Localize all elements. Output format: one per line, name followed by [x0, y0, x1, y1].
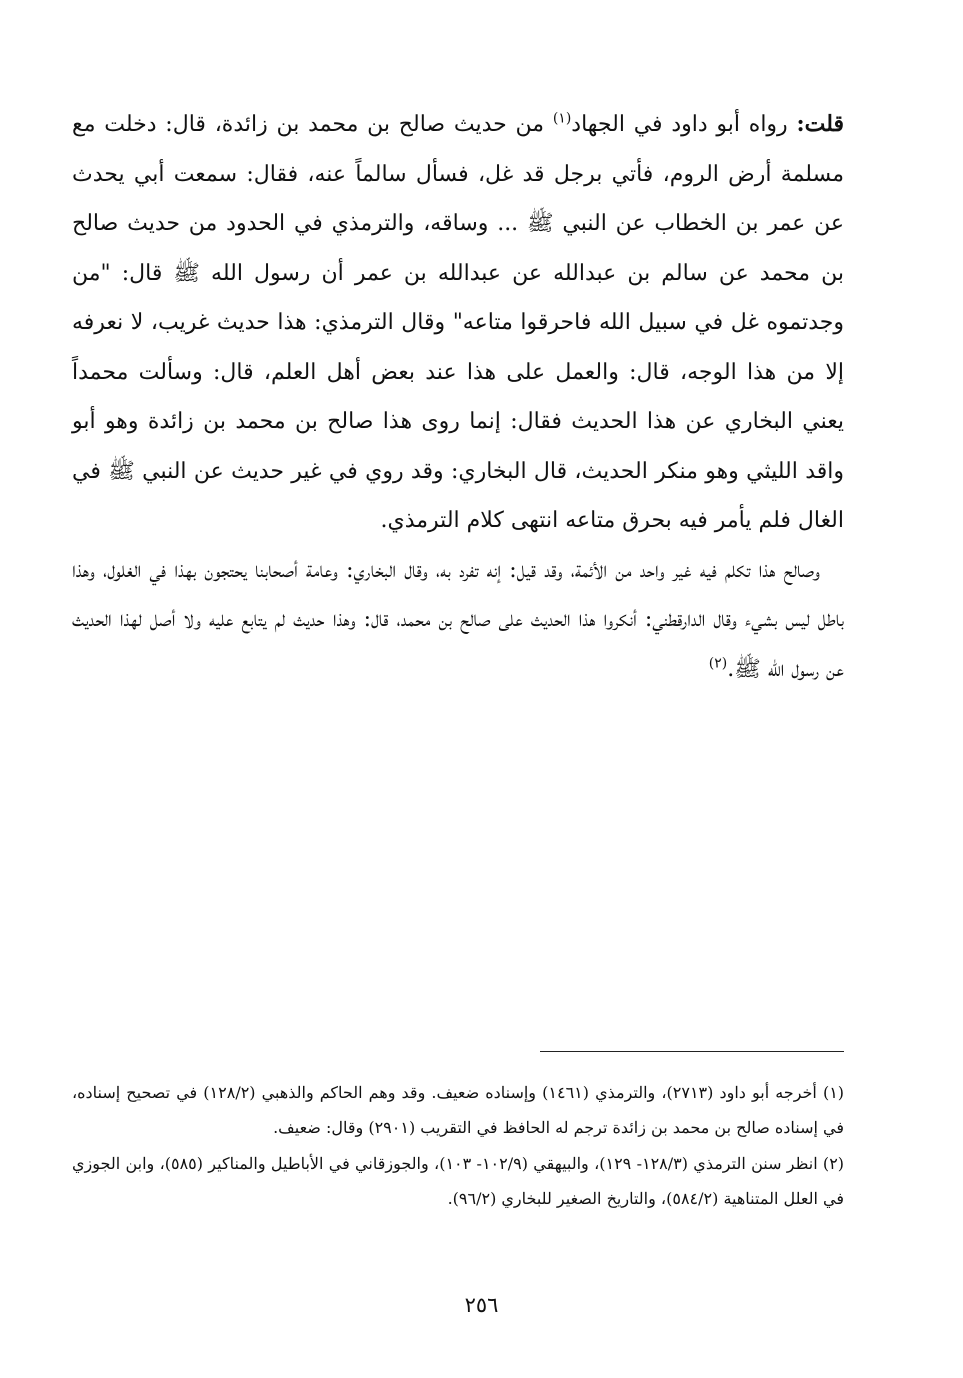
footnote-separator: [540, 1051, 844, 1052]
paragraph-2: [72, 546, 844, 695]
paragraph-1-text-a: رواه أبو داود في الجهاد: [571, 112, 788, 137]
footnote-1: (١) أخرجه أبو داود (٢٧١٣)، والترمذي (١٤٦١) وإسناده ضعيف. وقد وهم الحاكم والذهبي (١٢٨/٢) في تصحيح إسناده، في إسناده صالح بن محمد بن زائدة ترجم له الحافظ في التقريب (٢٩٠١) وقال: ضعيف.: [72, 1083, 845, 1137]
footnote-ref-1: (١): [552, 110, 572, 127]
paragraph-1-text-b: من حديث صالح بن محمد بن زائدة، قال: دخلت مع مسلمة أرض الروم، فأتي برجل قد غل، فسأل سالماً عنه، فقال: سمعت أبي يحدث عن عمر بن الخطاب عن النبي ﷺ ... وساقه، والترمذي في الحدود من حديث صالح بن محمد عن سالم بن عبدالله عن عبدالله بن عمر أن رسول الله ﷺ قال: "من وجدتموه غل في سبيل الله فاحرقوا متاعه" وقال الترمذي: هذا حديث غريب، لا نعرفه إلا من هذا الوجه، قال: والعمل على هذا عند بعض أهل العلم، قال: وسألت محمداً يعني البخاري عن هذا الحديث فقال: إنما روى هذا صالح بن محمد بن زائدة وهو أبو واقد الليثي وهو منكر الحديث، قال البخاري: وقد روي في غير حديث عن النبي ﷺ في الغال فلم يأمر فيه بحرق متاعه انتهى كلام الترمذي.: [72, 112, 844, 533]
paragraph-2-text: وصالح هذا تكلم فيه غير واحد من الأئمة، وقد قيل: إنه تفرد به، وقال البخاري: وعامة أصحابنا يحتجون بهذا في الغلول، وهذا باطل ليس بشيء وقال الدارقطني: أنكروا هذا الحديث على صالح بن محمد، قال: وهذا حديث لم يتابع عليه ولا أصل لهذا الحديث عن رسول الله ﷺ.: [72, 557, 844, 682]
footnote-ref-2: (٢): [708, 655, 728, 672]
footnotes: [72, 1076, 844, 1218]
main-text: [72, 100, 844, 694]
footnote-2: (٢) انظر سنن الترمذي (١٢٨/٣- ١٢٩)، والبيهقي (١٠٢/٩- ١٠٣)، والجوزقاني في الأباطيل والمناكير (٥٨٥)، وابن الجوزي في العلل المتناهية (٥٨٤/٢)، والتاريخ الصغير للبخاري (٩٦/٢).: [72, 1154, 845, 1208]
lead-label: قلت:: [796, 111, 844, 137]
paragraph-1: [72, 100, 844, 546]
page-number: ٢٥٦: [464, 1293, 499, 1317]
